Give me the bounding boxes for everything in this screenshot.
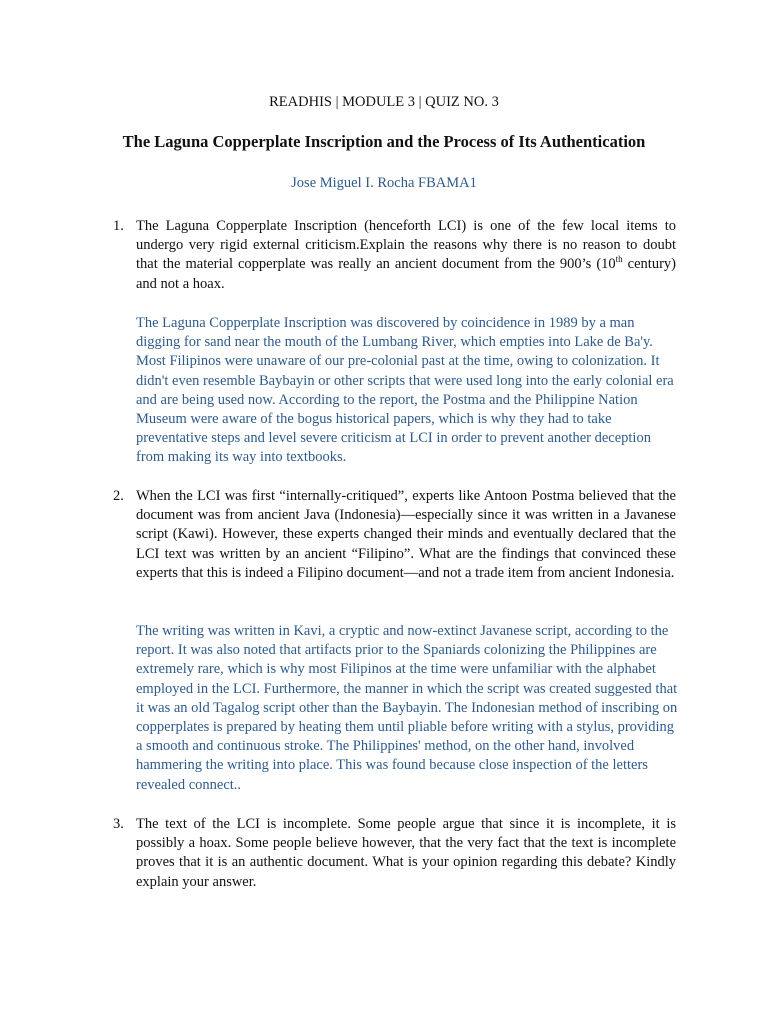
quiz-header: READHIS | MODULE 3 | QUIZ NO. 3 [269, 94, 499, 110]
question-number: 2. [113, 488, 124, 504]
author-name: Jose Miguel I. Rocha FBAMA1 [291, 175, 477, 191]
question-text: When the LCI was first “internally-critiqued”, experts like Antoon Postma believed that the document was from ancient Java (Indonesia)—especially since it was written in a Javanese script (Kawi). However, these experts changed their minds and eventually declared that the LCI text was written by an ancient “Filipino”. What are the findings that convinced these experts that this is indeed a Filipino document—and not a trade item from ancient Indonesia. [136, 488, 676, 581]
question-2 [113, 487, 676, 583]
question-number: 3. [113, 816, 124, 832]
question-1 [113, 217, 676, 294]
answer-1: The Laguna Copperplate Inscription was discovered by coincidence in 1989 by a man digging for sand near the mouth of the Lumbang River, which empties into Lake de Ba'y. Most Filipinos were unaware of our pre-colonial past at the time, owing to colonization. It didn't even resemble Baybayin or other scripts that were used long into the early colonial era and are being used now. According to the report, the Postma and the Philippine Nation Museum were aware of the bogus historical papers, which is why they had to take preventative steps and level severe criticism at LCI in order to prevent another deception from making its way into textbooks. [136, 315, 674, 466]
document-title: The Laguna Copperplate Inscription and the Process of Its Authentication [122, 132, 646, 151]
question-text: The text of the LCI is incomplete. Some people argue that since it is incomplete, it is possibly a hoax. Some people believe however, that the very fact that the text is incomplete proves that it is an authentic document. What is your opinion regarding this debate? Kindly explain your answer. [136, 816, 676, 890]
question-text: The Laguna Copperplate Inscription (henceforth LCI) is one of the few local items to undergo very rigid external criticism.Explain the reasons why there is no reason to doubt that the material copperplate was really an ancient document from the 900’s (10th century) and not a hoax. [136, 218, 676, 292]
question-number: 1. [113, 218, 124, 234]
answer-2: The writing was written in Kavi, a cryptic and now-extinct Javanese script, according to the report. It was also noted that artifacts prior to the Spaniards colonizing the Philippines are extremely rare, which is why most Filipinos at the time were unfamiliar with the alphabet employed in the LCI. Furthermore, the manner in which the script was created suggested that it was an old Tagalog script other than the Baybayin. The Indonesian method of inscribing on copperplates is prepared by heating them until pliable before writing with a stylus, providing a smooth and continuous stroke. The Philippines' method, on the other hand, involved hammering the writing into place. This was found because close inspection of the letters revealed connect.. [136, 623, 678, 793]
question-3 [113, 815, 676, 892]
